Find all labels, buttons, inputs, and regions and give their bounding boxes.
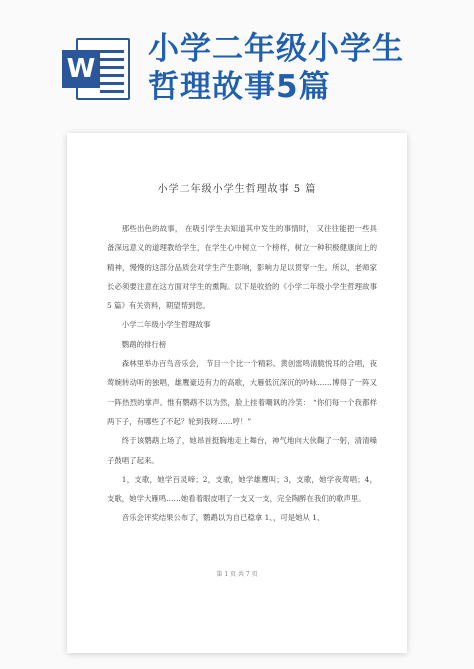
document-title: 小学二年级小学生哲理故事 5 篇 (157, 184, 317, 195)
banner-title-line-1: 小学二年级小学生 (148, 31, 404, 67)
story-paragraph: 终于该鹦鹉上场了，她昂首挺胸地走上舞台，神气地向大伙鞠了一躬，清清嗓子鼓唱了起来。 (107, 436, 377, 465)
section-heading: 小学二年级小学生哲理故事 (121, 320, 211, 330)
word-badge: W (62, 50, 100, 88)
document-body (107, 219, 377, 528)
story-paragraph: 音乐会评奖结果公布了，鹦鹉以为自已稳拿 1、，可是她从 1、 (121, 513, 325, 523)
story-paragraph: 1，支歌，她学百灵啼；2，支歌，她学雄鹰叫；3，支歌，她学夜莺唱；4，支歌，她学大雁鸣……她看着眼皮唱了一支又一支，完全陶醉在我们的歌声里。 (107, 474, 377, 504)
story-paragraph: 森林里举办百鸟音乐会， 节目一个比一个精彩。黄创雷鸣清脆悦耳的合唱，夜莺婉转动听的独唱，雄鹰豪迈有力的高歌，大雁低沉深沉的吟咏……博得了一阵又一阵热烈的掌声。惟有鹦鹉不以为然，脸上挂着嘲讽的冷笑： “你们每一个我都样两下子，有哪些了不起？轮到我呀……哼！” (107, 359, 377, 426)
banner-title-line-2: 哲理故事5篇 (148, 69, 331, 105)
story-title: 鹦鹉的排行榜 (121, 339, 167, 349)
banner-title (148, 30, 468, 106)
intro-paragraph: 那些出色的故事， 在吸引学生去知道其中发生的事情时， 又往往能把一些具备深远意义的道理教给学生，在学生心中树立一个榜样，树立一种积极健康向上的精神，慢慢的这部分品质会对学生产生影响，影响力足以贯穿一生。所以，老师家长必须要注意在这方面对学生的熏陶。以下是收拾的《小学二年级小学生哲理故事 5 篇》有关资料，期望帮到您。 (107, 224, 377, 311)
page-footer: 第 1 页 共 7 页 (216, 571, 258, 578)
banner (0, 0, 474, 120)
document-page (67, 133, 407, 653)
word-document-icon (62, 38, 130, 100)
